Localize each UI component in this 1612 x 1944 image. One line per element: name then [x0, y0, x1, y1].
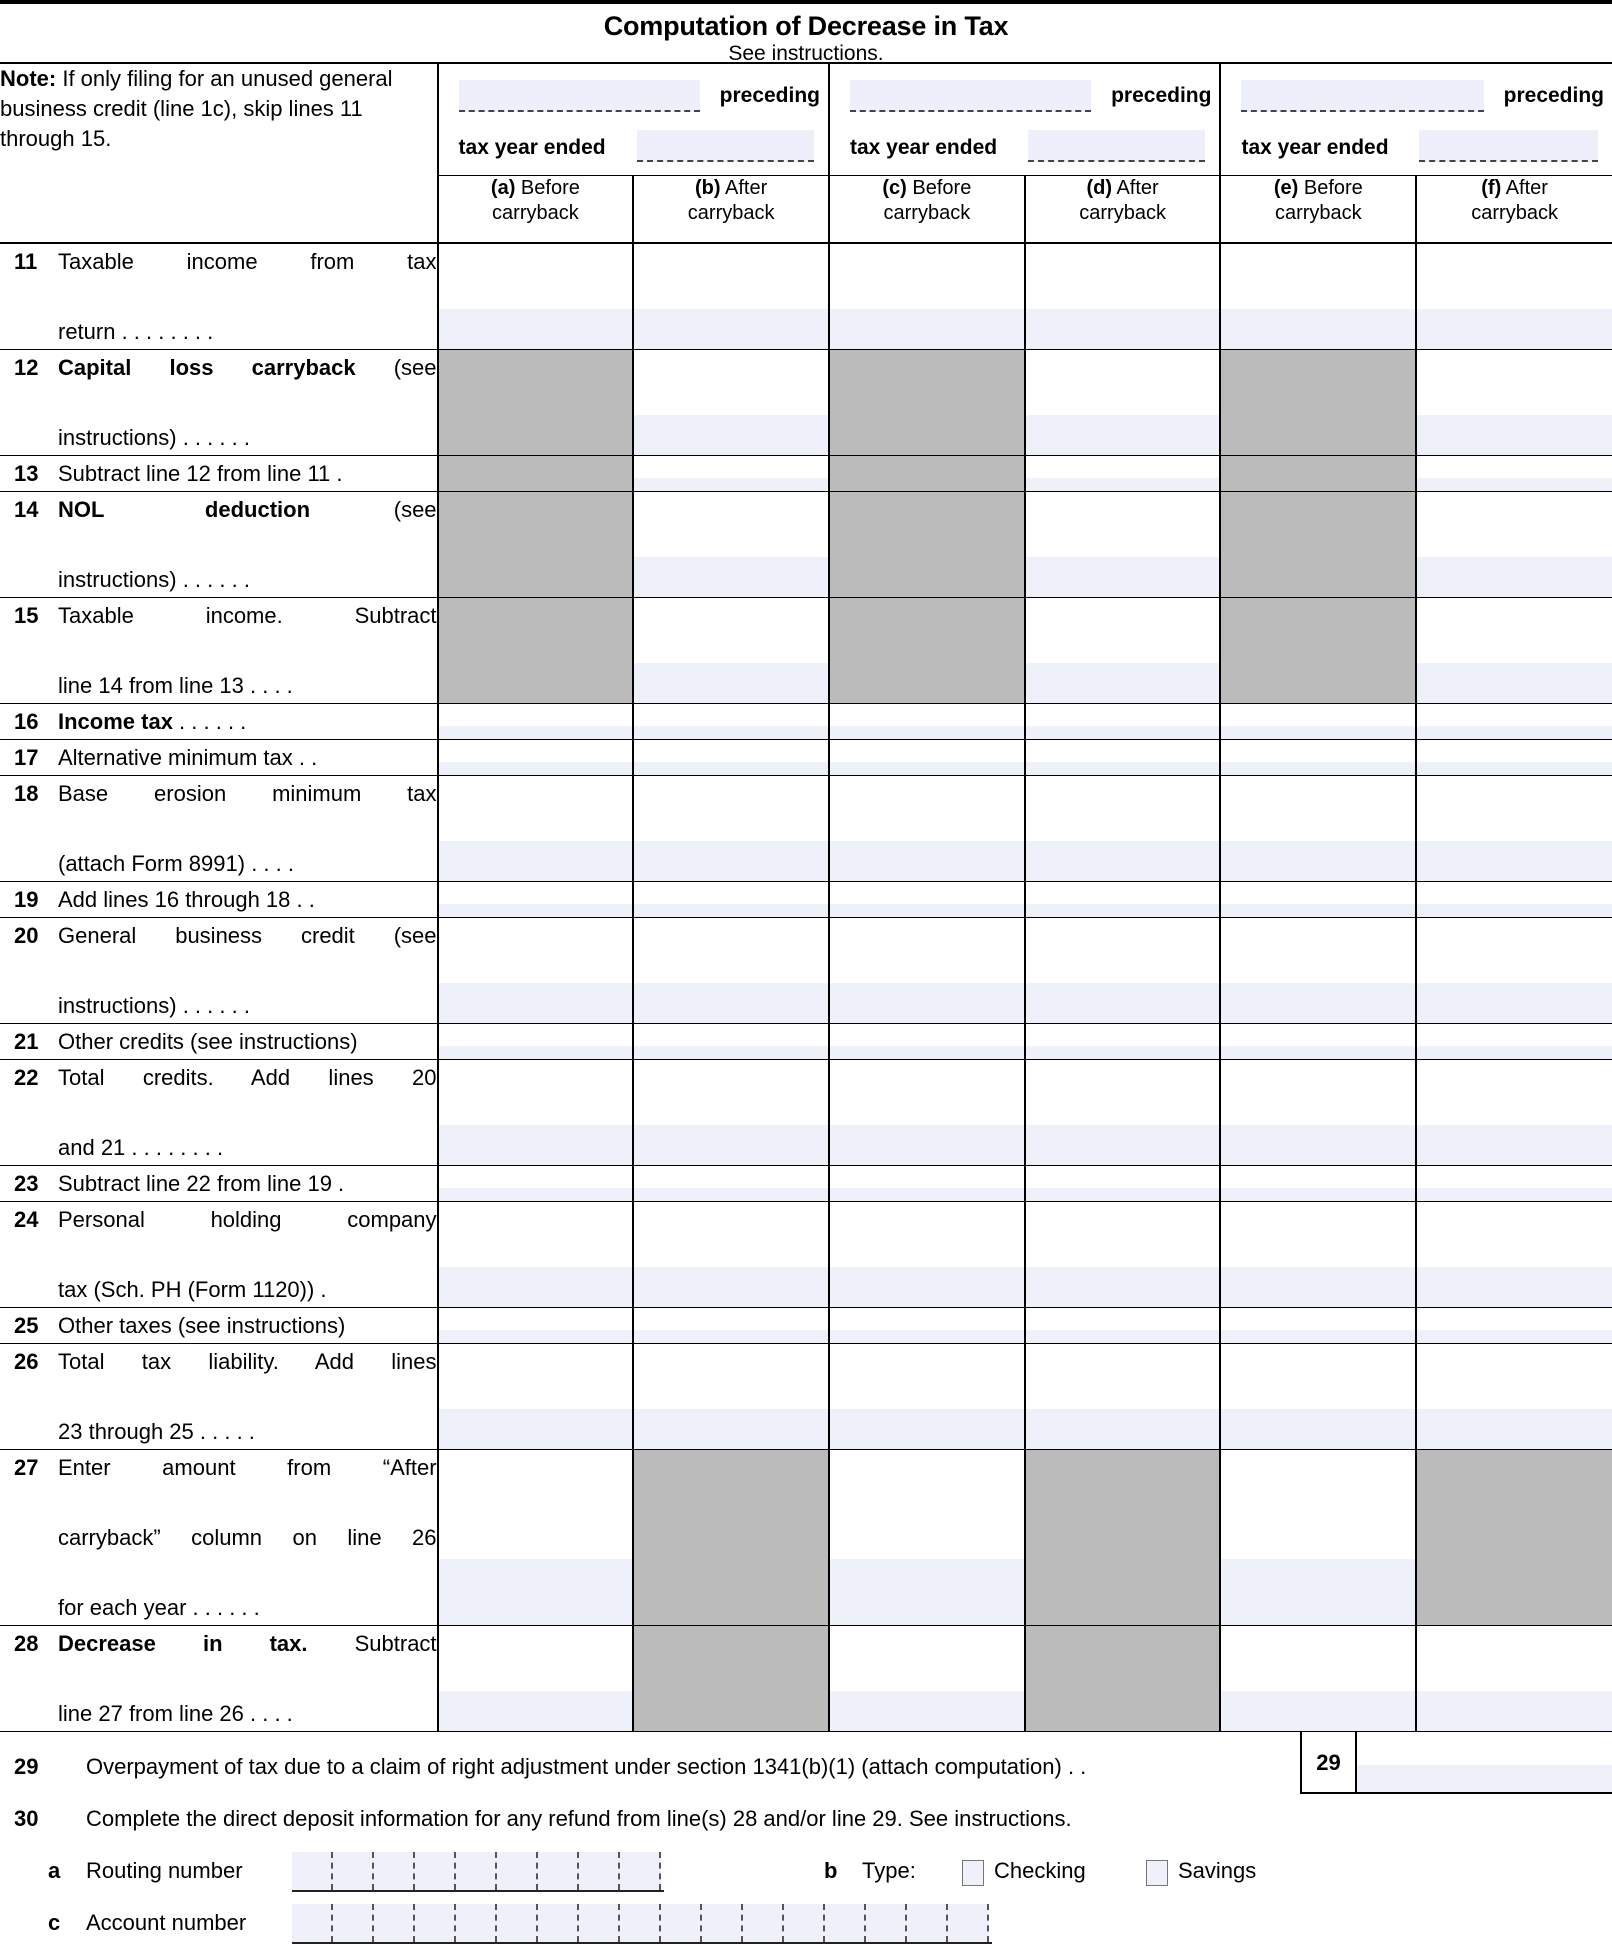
tax-year-ended-label-1: tax year ended: [458, 136, 606, 159]
cell-line23-colc[interactable]: [829, 1166, 1025, 1202]
cell-line19-colc[interactable]: [829, 882, 1025, 918]
preceding-label-2: preceding: [1111, 84, 1212, 107]
line-text-13: Subtract line 12 from line 11 .: [58, 461, 343, 486]
line-number-19: 19: [14, 887, 39, 912]
line-text-28: Decrease in tax. Subtract line 27 from line 26 . . . .: [58, 1631, 437, 1726]
computation-table: [0, 62, 1612, 1732]
cell-line27-colb: [633, 1450, 829, 1626]
page-title: Computation of Decrease in Tax: [603, 11, 1009, 41]
line-text-29: Overpayment of tax due to a claim of right adjustment under section 1341(b)(1) (attach computation) . .: [86, 1754, 1087, 1779]
cell-line11-colb[interactable]: [633, 243, 829, 350]
cell-line15-colb[interactable]: [633, 598, 829, 704]
table-row: [0, 350, 1612, 456]
line-number-26: 26: [14, 1349, 39, 1374]
cell-line16-cole[interactable]: [1220, 704, 1416, 740]
cell-line26-cold[interactable]: [1025, 1344, 1221, 1450]
cell-line14-cola: [438, 492, 634, 598]
cell-line17-cole[interactable]: [1220, 740, 1416, 776]
line-number-15: 15: [14, 603, 39, 628]
cell-line15-cole: [1220, 598, 1416, 704]
table-row: [0, 918, 1612, 1024]
cell-line26-colc[interactable]: [829, 1344, 1025, 1450]
line-text-16: Income tax . . . . . .: [58, 709, 247, 734]
cell-line26-cole[interactable]: [1220, 1344, 1416, 1450]
line-text-15: Taxable income. Subtract line 14 from line 13 . . . .: [58, 603, 437, 698]
cell-line27-colf: [1416, 1450, 1612, 1626]
sublabel-type: b: [824, 1858, 838, 1883]
cell-line21-cole[interactable]: [1220, 1024, 1416, 1060]
cell-line15-colc: [829, 598, 1025, 704]
cell-line12-cole: [1220, 350, 1416, 456]
cell-line17-cola[interactable]: [438, 740, 634, 776]
cell-line23-cola[interactable]: [438, 1166, 634, 1202]
table-row: [0, 456, 1612, 492]
cell-line14-colf[interactable]: [1416, 492, 1612, 598]
preceding-label-1: preceding: [719, 84, 820, 107]
cell-line22-cold[interactable]: [1025, 1060, 1221, 1166]
line-text-24: Personal holding company tax (Sch. PH (Form 1120)) .: [58, 1207, 437, 1302]
cell-line27-cole[interactable]: [1220, 1450, 1416, 1626]
note-prefix: Note:: [0, 66, 57, 91]
cell-line24-colc[interactable]: [829, 1202, 1025, 1308]
line-number-30: 30: [14, 1806, 39, 1831]
line-label-11: [0, 243, 438, 350]
line-text-14: NOL deduction (see instructions) . . . . . .: [58, 497, 437, 592]
checkbox-savings-label: Savings: [1178, 1858, 1257, 1883]
table-row: [0, 1166, 1612, 1202]
tax-year-ended-label-2: tax year ended: [850, 136, 998, 159]
cell-line12-colf[interactable]: [1416, 350, 1612, 456]
cell-line18-cole[interactable]: [1220, 776, 1416, 882]
cell-line17-colc[interactable]: [829, 740, 1025, 776]
line-label-17: [0, 740, 438, 776]
line-text-20: General business credit (see instructions) . . . . . .: [58, 923, 437, 1018]
cell-line17-colf[interactable]: [1416, 740, 1612, 776]
cell-line28-colb: [633, 1626, 829, 1732]
cell-line25-colf[interactable]: [1416, 1308, 1612, 1344]
cell-line22-colf[interactable]: [1416, 1060, 1612, 1166]
checkbox-checking[interactable]: [962, 1860, 984, 1886]
cell-line11-cole[interactable]: [1220, 243, 1416, 350]
line-label-28: [0, 1626, 438, 1732]
preceding-year-input-1[interactable]: [459, 80, 700, 112]
cell-line26-colf[interactable]: [1416, 1344, 1612, 1450]
cell-line15-colf[interactable]: [1416, 598, 1612, 704]
line-number-20: 20: [14, 923, 39, 948]
line-number-17: 17: [14, 745, 39, 770]
cell-line28-cold: [1025, 1626, 1221, 1732]
line-text-27: Enter amount from “After carryback” column on line 26 for each year . . . . . .: [58, 1455, 437, 1620]
cell-line17-cold[interactable]: [1025, 740, 1221, 776]
cell-line15-cola: [438, 598, 634, 704]
cell-line23-cold[interactable]: [1025, 1166, 1221, 1202]
cell-line17-colb[interactable]: [633, 740, 829, 776]
line-number-24: 24: [14, 1207, 39, 1232]
cell-line21-colf[interactable]: [1416, 1024, 1612, 1060]
line-number-16: 16: [14, 709, 39, 734]
line-text-18: Base erosion minimum tax (attach Form 8991) . . . .: [58, 781, 437, 876]
line29-box-number: 29: [1300, 1732, 1355, 1794]
line-label-16: [0, 704, 438, 740]
tax-year-ended-label-3: tax year ended: [1241, 136, 1389, 159]
line-text-30: Complete the direct deposit information for any refund from line(s) 28 and/or line 29. See instructions.: [86, 1806, 1072, 1831]
cell-line13-cole: [1220, 456, 1416, 492]
table-row: [0, 243, 1612, 350]
line-text-25: Other taxes (see instructions): [58, 1313, 346, 1338]
note-cell: [0, 63, 438, 243]
line-number-29: 29: [14, 1754, 39, 1779]
cell-line25-colc[interactable]: [829, 1308, 1025, 1344]
cell-line24-colb[interactable]: [633, 1202, 829, 1308]
line-number-25: 25: [14, 1313, 39, 1338]
line-text-21: Other credits (see instructions): [58, 1029, 358, 1054]
cell-line18-colb[interactable]: [633, 776, 829, 882]
cell-line28-cole[interactable]: [1220, 1626, 1416, 1732]
line-number-12: 12: [14, 355, 39, 380]
cell-line20-colf[interactable]: [1416, 918, 1612, 1024]
cell-line25-cole[interactable]: [1220, 1308, 1416, 1344]
table-row: [0, 1024, 1612, 1060]
table-row: [0, 1202, 1612, 1308]
line-number-14: 14: [14, 497, 39, 522]
table-row: [0, 882, 1612, 918]
cell-line13-colf[interactable]: [1416, 456, 1612, 492]
cell-line24-colf[interactable]: [1416, 1202, 1612, 1308]
cell-line12-colb[interactable]: [633, 350, 829, 456]
cell-line21-cold[interactable]: [1025, 1024, 1221, 1060]
cell-line14-colc: [829, 492, 1025, 598]
cell-line12-cold[interactable]: [1025, 350, 1221, 456]
column-header-f: (f) After carryback: [1416, 175, 1612, 243]
cell-line14-cole: [1220, 492, 1416, 598]
cell-line13-colb[interactable]: [633, 456, 829, 492]
cell-line16-cola[interactable]: [438, 704, 634, 740]
column-header-b: (b) After carryback: [633, 175, 829, 243]
tax-year-ended-input-1[interactable]: [637, 130, 814, 162]
line-label-22: [0, 1060, 438, 1166]
line-number-13: 13: [14, 461, 39, 486]
table-row: [0, 740, 1612, 776]
line-number-22: 22: [14, 1065, 39, 1090]
year-group-header-2: [829, 63, 1220, 175]
checkbox-checking-label: Checking: [994, 1858, 1086, 1883]
cell-line23-cole[interactable]: [1220, 1166, 1416, 1202]
line-label-18: [0, 776, 438, 882]
tax-year-ended-input-3[interactable]: [1419, 130, 1598, 162]
column-header-c: (c) Before carryback: [829, 175, 1025, 243]
table-row: [0, 776, 1612, 882]
cell-line24-cole[interactable]: [1220, 1202, 1416, 1308]
cell-line28-colf[interactable]: [1416, 1626, 1612, 1732]
cell-line18-cold[interactable]: [1025, 776, 1221, 882]
cell-line11-cola[interactable]: [438, 243, 634, 350]
line-label-15: [0, 598, 438, 704]
line-number-28: 28: [14, 1631, 39, 1656]
line-label-25: [0, 1308, 438, 1344]
table-row: [0, 1060, 1612, 1166]
line-text-11: Taxable income from tax return . . . . . . . .: [58, 249, 437, 344]
line-number-21: 21: [14, 1029, 39, 1054]
table-row: [0, 1450, 1612, 1626]
cell-line14-cold[interactable]: [1025, 492, 1221, 598]
line-label-13: [0, 456, 438, 492]
account-type-label: Type:: [862, 1858, 916, 1883]
cell-line28-cola[interactable]: [438, 1626, 634, 1732]
cell-line12-cola: [438, 350, 634, 456]
column-header-e: (e) Before carryback: [1220, 175, 1416, 243]
year-group-header-3: [1220, 63, 1612, 175]
cell-line24-cold[interactable]: [1025, 1202, 1221, 1308]
cell-line28-colc[interactable]: [829, 1626, 1025, 1732]
line-number-27: 27: [14, 1455, 39, 1480]
line-text-19: Add lines 16 through 18 . .: [58, 887, 315, 912]
table-row: [0, 598, 1612, 704]
cell-line14-colb[interactable]: [633, 492, 829, 598]
cell-line19-cole[interactable]: [1220, 882, 1416, 918]
cell-line16-colb[interactable]: [633, 704, 829, 740]
cell-line25-cola[interactable]: [438, 1308, 634, 1344]
cell-line22-cole[interactable]: [1220, 1060, 1416, 1166]
table-row: [0, 704, 1612, 740]
line-label-20: [0, 918, 438, 1024]
cell-line19-colb[interactable]: [633, 882, 829, 918]
line-text-22: Total credits. Add lines 20 and 21 . . . . . . . .: [58, 1065, 437, 1160]
cell-line22-colb[interactable]: [633, 1060, 829, 1166]
line-label-24: [0, 1202, 438, 1308]
cell-line27-cola[interactable]: [438, 1450, 634, 1626]
routing-number-label: Routing number: [86, 1858, 243, 1883]
line-text-17: Alternative minimum tax . .: [58, 745, 318, 770]
line-text-26: Total tax liability. Add lines 23 through 25 . . . . .: [58, 1349, 437, 1444]
cell-line26-colb[interactable]: [633, 1344, 829, 1450]
cell-line18-colf[interactable]: [1416, 776, 1612, 882]
account-number-input[interactable]: [292, 1904, 992, 1944]
table-row: [0, 1626, 1612, 1732]
table-row: [0, 1308, 1612, 1344]
page-subtitle: See instructions.: [728, 42, 884, 65]
cell-line18-cola[interactable]: [438, 776, 634, 882]
cell-line20-cola[interactable]: [438, 918, 634, 1024]
line-label-21: [0, 1024, 438, 1060]
sublabel-account: c: [48, 1910, 61, 1935]
line-label-27: [0, 1450, 438, 1626]
line-label-19: [0, 882, 438, 918]
line-number-11: 11: [14, 249, 38, 274]
cell-line12-colc: [829, 350, 1025, 456]
column-header-d: (d) After carryback: [1025, 175, 1221, 243]
line29-amount-input[interactable]: [1355, 1732, 1612, 1794]
cell-line16-colc[interactable]: [829, 704, 1025, 740]
cell-line23-colf[interactable]: [1416, 1166, 1612, 1202]
cell-line27-colc[interactable]: [829, 1450, 1025, 1626]
account-number-label: Account number: [86, 1910, 247, 1935]
table-row: [0, 492, 1612, 598]
preceding-year-input-3[interactable]: [1241, 80, 1484, 112]
cell-line22-colc[interactable]: [829, 1060, 1025, 1166]
line-number-18: 18: [14, 781, 39, 806]
note-text: If only filing for an unused general business credit (line 1c), skip lines 11 through 15.: [0, 66, 393, 151]
line-number-23: 23: [14, 1171, 39, 1196]
cell-line22-cola[interactable]: [438, 1060, 634, 1166]
cell-line25-cold[interactable]: [1025, 1308, 1221, 1344]
checkbox-savings[interactable]: [1146, 1860, 1168, 1886]
preceding-year-input-2[interactable]: [850, 80, 1091, 112]
cell-line21-colc[interactable]: [829, 1024, 1025, 1060]
cell-line19-colf[interactable]: [1416, 882, 1612, 918]
cell-line16-colf[interactable]: [1416, 704, 1612, 740]
cell-line13-cold[interactable]: [1025, 456, 1221, 492]
table-row: [0, 1344, 1612, 1450]
cell-line13-cola: [438, 456, 634, 492]
cell-line26-cola[interactable]: [438, 1344, 634, 1450]
tax-year-ended-input-2[interactable]: [1028, 130, 1205, 162]
cell-line25-colb[interactable]: [633, 1308, 829, 1344]
line-text-23: Subtract line 22 from line 19 .: [58, 1171, 345, 1196]
cell-line13-colc: [829, 456, 1025, 492]
preceding-label-3: preceding: [1503, 84, 1604, 107]
cell-line20-colb[interactable]: [633, 918, 829, 1024]
cell-line19-cold[interactable]: [1025, 882, 1221, 918]
cell-line23-colb[interactable]: [633, 1166, 829, 1202]
cell-line21-cola[interactable]: [438, 1024, 634, 1060]
line-text-12: Capital loss carryback (see instructions) . . . . . .: [58, 355, 437, 450]
cell-line19-cola[interactable]: [438, 882, 634, 918]
cell-line11-colf[interactable]: [1416, 243, 1612, 350]
routing-number-input[interactable]: [292, 1852, 664, 1892]
section-title-band: [0, 0, 1612, 65]
sublabel-routing: a: [48, 1858, 61, 1883]
year-group-header-1: [438, 63, 829, 175]
column-header-a: (a) Before carryback: [438, 175, 634, 243]
cell-line11-colc[interactable]: [829, 243, 1025, 350]
cell-line11-cold[interactable]: [1025, 243, 1221, 350]
cell-line27-cold: [1025, 1450, 1221, 1626]
cell-line16-cold[interactable]: [1025, 704, 1221, 740]
cell-line21-colb[interactable]: [633, 1024, 829, 1060]
cell-line24-cola[interactable]: [438, 1202, 634, 1308]
cell-line20-colc[interactable]: [829, 918, 1025, 1024]
line-label-12: [0, 350, 438, 456]
line-label-26: [0, 1344, 438, 1450]
cell-line15-cold[interactable]: [1025, 598, 1221, 704]
cell-line20-cole[interactable]: [1220, 918, 1416, 1024]
line-label-23: [0, 1166, 438, 1202]
line-label-14: [0, 492, 438, 598]
cell-line18-colc[interactable]: [829, 776, 1025, 882]
cell-line20-cold[interactable]: [1025, 918, 1221, 1024]
